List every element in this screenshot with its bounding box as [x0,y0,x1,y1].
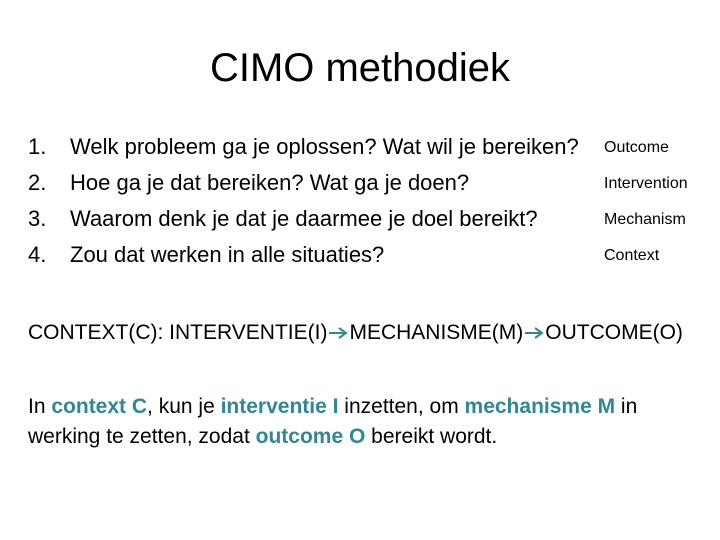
question-item [28,132,718,168]
question-text: Welk probleem ga je oplossen? Wat wil je bereiken? [70,134,579,159]
right-arrow-icon [328,326,348,340]
question-tag-intervention: Intervention [604,175,688,192]
para-text: In [28,395,52,418]
question-number: 1. [28,134,47,159]
question-item [28,168,718,204]
slide-title: CIMO methodiek [209,46,511,90]
para-text: bereikt wordt. [365,425,498,448]
question-item [28,240,718,276]
highlight-outcome: outcome O [255,425,366,448]
question-item [28,204,718,240]
question-text: Waarom denk je dat je daarmee je doel bereikt? [70,206,538,231]
para-text: in werking te zetten, zodat [28,395,638,448]
flow-mechanism: MECHANISME(M) [349,321,524,344]
flow-outcome: OUTCOME(O) [545,321,683,344]
highlight-mechanism: mechanisme M [464,395,616,418]
cimo-explanation [28,392,698,452]
right-arrow-icon [524,326,544,340]
question-text: Zou dat werken in alle situaties? [70,242,385,267]
para-text: , kun je [147,395,221,418]
cimo-flow [28,318,683,348]
question-text: Hoe ga je dat bereiken? Wat ga je doen? [70,170,470,195]
question-tag-outcome: Outcome [604,139,669,156]
highlight-intervention: interventie I [220,395,339,418]
question-number: 2. [28,170,47,195]
question-number: 4. [28,242,47,267]
question-number: 3. [28,206,47,231]
question-tag-context: Context [604,247,660,264]
flow-context-intervention: CONTEXT(C): INTERVENTIE(I) [28,321,328,344]
question-tag-mechanism: Mechanism [604,211,686,228]
para-text: inzetten, om [338,395,465,418]
question-list [28,132,718,276]
highlight-context: context C [51,395,148,418]
